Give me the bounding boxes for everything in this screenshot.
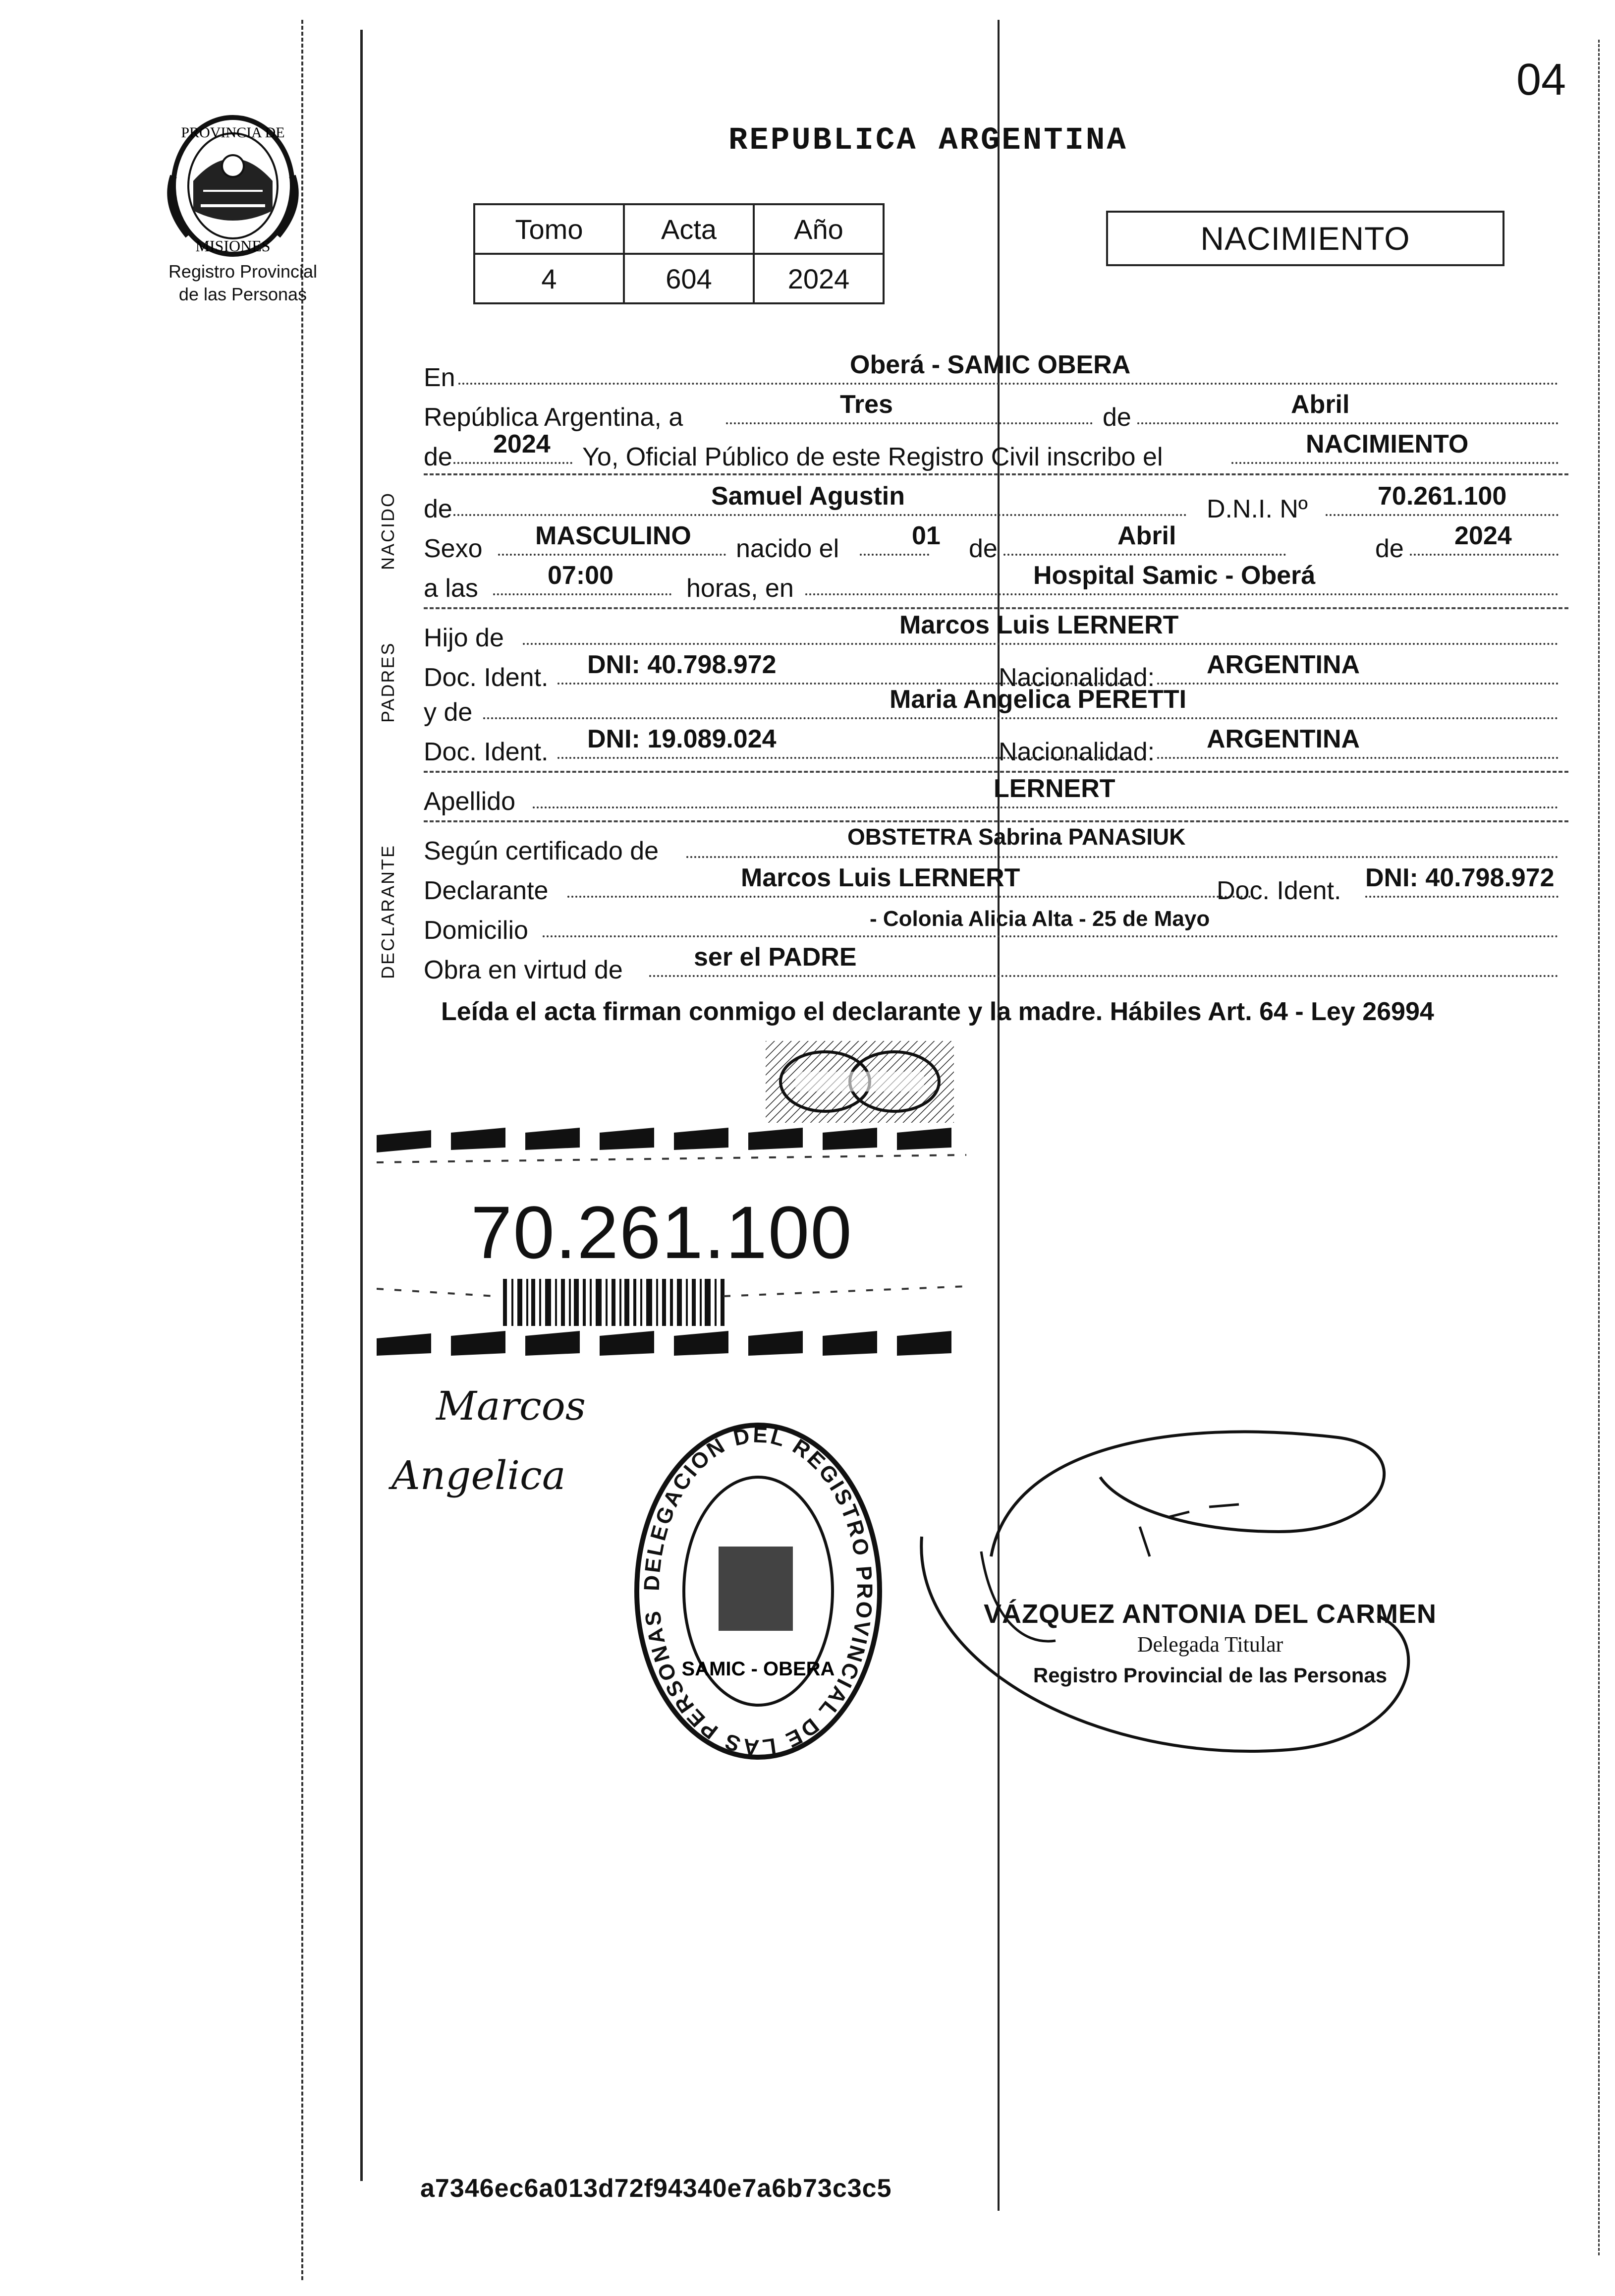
official-signature <box>892 1408 1462 1784</box>
label-de2: de <box>424 443 452 471</box>
label-doc1: Doc. Ident. <box>424 663 549 692</box>
label-sexo: Sexo <box>424 534 483 563</box>
row-padre <box>424 612 1563 656</box>
record-header-acta: Acta <box>624 204 754 254</box>
label-yde: y de <box>424 698 473 727</box>
label-domicilio: Domicilio <box>424 916 528 945</box>
closing-note: Leída el acta firman conmigo el declarante y la madre. Hábiles Art. 64 - Ley 26994 <box>441 997 1434 1026</box>
label-de5: de <box>1375 534 1404 563</box>
logo-caption <box>149 260 337 306</box>
value-en: Oberá - SAMIC OBERA <box>850 350 1131 379</box>
value-doc1: DNI: 40.798.972 <box>587 650 777 679</box>
label-inscribo: Yo, Oficial Público de este Registro Civil inscribo el <box>582 443 1163 471</box>
center-fold-line <box>998 20 1000 2211</box>
provincial-coat-of-arms-icon <box>154 107 312 265</box>
section-divider <box>424 820 1568 822</box>
inner-margin-rule <box>360 30 363 2181</box>
label-nacido: nacido el <box>736 534 839 563</box>
row-domicilio <box>424 905 1563 948</box>
row-declarante <box>424 865 1563 909</box>
label-declarante: Declarante <box>424 876 549 905</box>
label-de4: de <box>969 534 998 563</box>
row-sexo <box>424 523 1563 567</box>
value-padre: Marcos Luis LERNERT <box>899 611 1179 639</box>
row-obra <box>424 944 1563 988</box>
record-header-tomo: Tomo <box>474 204 624 254</box>
signer-office: Registro Provincial de las Personas <box>1033 1664 1388 1687</box>
label-alas: a las <box>424 574 478 603</box>
row-hora <box>424 563 1563 606</box>
label-de3: de <box>424 495 452 523</box>
handwritten-signature-father: Marcos <box>436 1383 586 1429</box>
record-table <box>473 203 885 304</box>
value-obra: ser el PADRE <box>694 943 857 972</box>
value-doc2: DNI: 19.089.024 <box>587 725 777 753</box>
record-header-anio: Año <box>754 204 884 254</box>
section-label-nacido: NACIDO <box>378 491 398 570</box>
row-nombre <box>424 483 1563 527</box>
security-hologram-icon <box>766 1041 954 1123</box>
value-nac-dia: 01 <box>912 521 941 550</box>
section-divider <box>424 607 1568 609</box>
label-certificado: Según certificado de <box>424 837 659 865</box>
row-madre <box>424 687 1563 730</box>
value-certificado: OBSTETRA Sabrina PANASIUK <box>847 824 1186 850</box>
value-hora: 07:00 <box>548 561 613 590</box>
logo-text-top: PROVINCIA DE <box>181 124 285 141</box>
page-number: 04 <box>1516 55 1566 105</box>
value-dia: Tres <box>840 390 893 419</box>
label-en: En <box>424 363 455 392</box>
value-mes: Abril <box>1291 390 1350 419</box>
label-hijo: Hijo de <box>424 624 504 652</box>
label-apellido: Apellido <box>424 787 516 816</box>
label-republica: República Argentina, a <box>424 403 683 432</box>
value-nombre: Samuel Agustin <box>711 482 905 511</box>
value-nac-mes: Abril <box>1117 521 1176 550</box>
section-label-declarante: DECLARANTE <box>378 844 398 979</box>
record-value-acta: 604 <box>624 254 754 303</box>
field-line-dia <box>726 392 1093 424</box>
section-divider <box>424 771 1568 773</box>
official-seal-icon <box>629 1418 887 1765</box>
section-divider <box>424 473 1568 475</box>
record-type-box: NACIMIENTO <box>1106 211 1504 266</box>
value-nac-anio: 2024 <box>1454 521 1512 550</box>
row-en <box>424 352 1563 396</box>
right-margin-rule <box>1598 40 1600 2255</box>
document-hash: a7346ec6a013d72f94340e7a6b73c3c5 <box>420 2174 892 2203</box>
record-value-anio: 2024 <box>754 254 884 303</box>
label-doc3: Doc. Ident. <box>1217 876 1341 905</box>
security-band-top <box>377 1125 966 1170</box>
value-dni: 70.261.100 <box>1378 482 1507 511</box>
value-declarante: Marcos Luis LERNERT <box>741 863 1020 892</box>
logo-caption-line1: Registro Provincial <box>168 261 318 282</box>
label-nac2: Nacionalidad: <box>999 738 1155 766</box>
signer-name: VÁZQUEZ ANTONIA DEL CARMEN <box>984 1599 1437 1629</box>
label-dni: D.N.I. Nº <box>1207 495 1308 523</box>
label-horas: horas, en <box>686 574 794 603</box>
handwritten-signature-mother: Angelica <box>391 1452 566 1498</box>
value-apellido: LERNERT <box>994 774 1115 803</box>
value-lugar: Hospital Samic - Oberá <box>1033 561 1316 590</box>
value-anio: 2024 <box>493 430 551 459</box>
label-obra: Obra en virtud de <box>424 956 623 984</box>
label-doc2: Doc. Ident. <box>424 738 549 766</box>
value-madre: Maria Angelica PERETTI <box>890 685 1187 714</box>
left-margin-rule <box>301 20 303 2280</box>
value-sexo: MASCULINO <box>535 521 691 550</box>
value-nac2: ARGENTINA <box>1207 725 1360 753</box>
logo-caption-line2: de las Personas <box>178 284 307 304</box>
signer-role: Delegada Titular <box>1137 1632 1283 1657</box>
record-value-tomo: 4 <box>474 254 624 303</box>
row-republica <box>424 392 1563 435</box>
value-doc3: DNI: 40.798.972 <box>1365 863 1555 892</box>
row-doc-madre <box>424 726 1563 770</box>
section-label-padres: PADRES <box>378 641 398 723</box>
label-nac1: Nacionalidad: <box>999 663 1155 692</box>
seal-center-text: SAMIC - OBERA <box>681 1658 835 1680</box>
page-title: REPUBLICA ARGENTINA <box>728 123 1128 159</box>
row-certificado <box>424 825 1563 869</box>
row-apellido <box>424 776 1563 819</box>
label-de: de <box>1103 403 1131 432</box>
row-inscribo <box>424 431 1563 475</box>
logo-text-bottom: MISIONES <box>195 237 271 255</box>
seal-text: DELEGACIÓN DEL REGISTRO PROVINCIAL DE LAS PERSONAS <box>639 1423 877 1760</box>
value-nac1: ARGENTINA <box>1207 650 1360 679</box>
signer-block <box>984 1599 1437 1691</box>
value-domicilio: - Colonia Alicia Alta - 25 de Mayo <box>870 907 1210 931</box>
dni-stamp-number: 70.261.100 <box>471 1191 853 1274</box>
value-inscribo: NACIMIENTO <box>1306 430 1469 459</box>
barcode-icon <box>377 1269 966 1363</box>
